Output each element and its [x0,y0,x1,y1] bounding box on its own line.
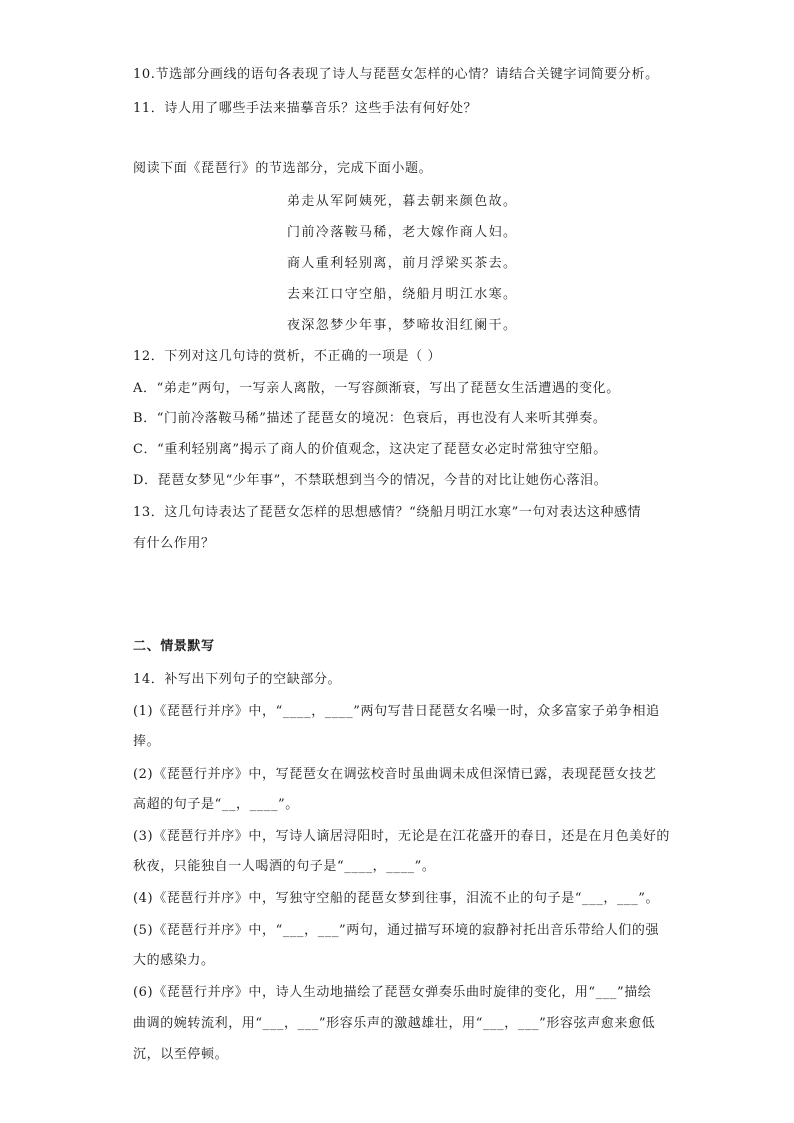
question-12-option-c: C．“重利轻别离”揭示了商人的价值观念，这决定了琵琶女必定时常独守空船。 [133,442,607,457]
fill-item-3-line2: 秋夜，只能独自一人喝酒的句子是“____，____”。 [133,859,436,874]
question-12-stem: 12．下列对这几句诗的赏析，不正确的一项是（ ） [133,349,442,364]
poem-line: 去来江口守空船，绕船月明江水寒。 [287,287,518,302]
question-12-option-a: A．“弟走”两句，一写亲人离散，一写容颜渐衰，写出了琵琶女生活遭遇的变化。 [133,381,620,396]
poem-line: 弟走从军阿姨死，暮去朝来颜色故。 [287,194,518,209]
question-13-line1: 13．这几句诗表达了琵琶女怎样的思想感情？“绕船月明江水寒”一句对表达这种感情 [133,505,642,520]
question-14-stem: 14．补写出下列句子的空缺部分。 [133,672,342,687]
fill-item-5-line2: 大的感染力。 [133,953,215,968]
fill-item-2-line2: 高超的句子是“__，____”。 [133,797,299,812]
fill-item-5-line1: (5)《琵琶行并序》中，“___，___”两句，通过描写环境的寂静衬托出音乐带给人们的强 [133,923,660,938]
question-12-option-d: D．琵琶女梦见“少年事”，不禁联想到当今的情况，今昔的对比让她伤心落泪。 [133,473,608,488]
reading-intro: 阅读下面《琵琶行》的节选部分，完成下面小题。 [133,161,433,176]
fill-item-4: (4)《琵琶行并序》中，写独守空船的琵琶女梦到往事，泪流不止的句子是“___，___”。 [133,891,660,906]
poem-line: 商人重利轻别离，前月浮梁买茶去。 [287,256,518,271]
question-11: 11．诗人用了哪些手法来描摹音乐？这些手法有何好处？ [133,101,478,116]
section-title: 二、情景默写 [133,639,215,654]
fill-item-2-line1: (2)《琵琶行并序》中，写琵琶女在调弦校音时虽曲调未成但深情已露，表现琵琶女技艺 [133,767,657,782]
fill-item-3-line1: (3)《琵琶行并序》中，写诗人谪居浔阳时，无论是在江花盛开的春日，还是在月色美好的 [133,829,671,844]
fill-item-6-line2: 曲调的婉转流利，用“___，___”形容乐声的激越雄壮，用“___，___”形容弦声愈来愈低 [133,1016,656,1031]
fill-item-1-line1: (1)《琵琶行并序》中，“____，____”两句写昔日琵琶女名噪一时，众多富家子弟争相追 [133,704,660,719]
fill-item-1-line2: 捧。 [133,734,161,749]
question-12-option-b: B．“门前冷落鞍马稀”描述了琵琶女的境况：色衰后，再也没有人来听其弹奏。 [133,411,607,426]
question-13-line2: 有什么作用？ [133,536,215,551]
poem-line: 门前冷落鞍马稀，老大嫁作商人妇。 [287,225,518,240]
question-10: 10.节选部分画线的语句各表现了诗人与琵琶女怎样的心情？请结合关键字词简要分析。 [133,67,659,82]
fill-item-6-line1: (6)《琵琶行并序》中，诗人生动地描绘了琵琶女弹奏乐曲时旋律的变化，用“___”描绘 [133,985,652,1000]
poem-line: 夜深忽梦少年事，梦啼妆泪红阑干。 [287,318,518,333]
fill-item-6-line3: 沉，以至停顿。 [133,1047,229,1062]
